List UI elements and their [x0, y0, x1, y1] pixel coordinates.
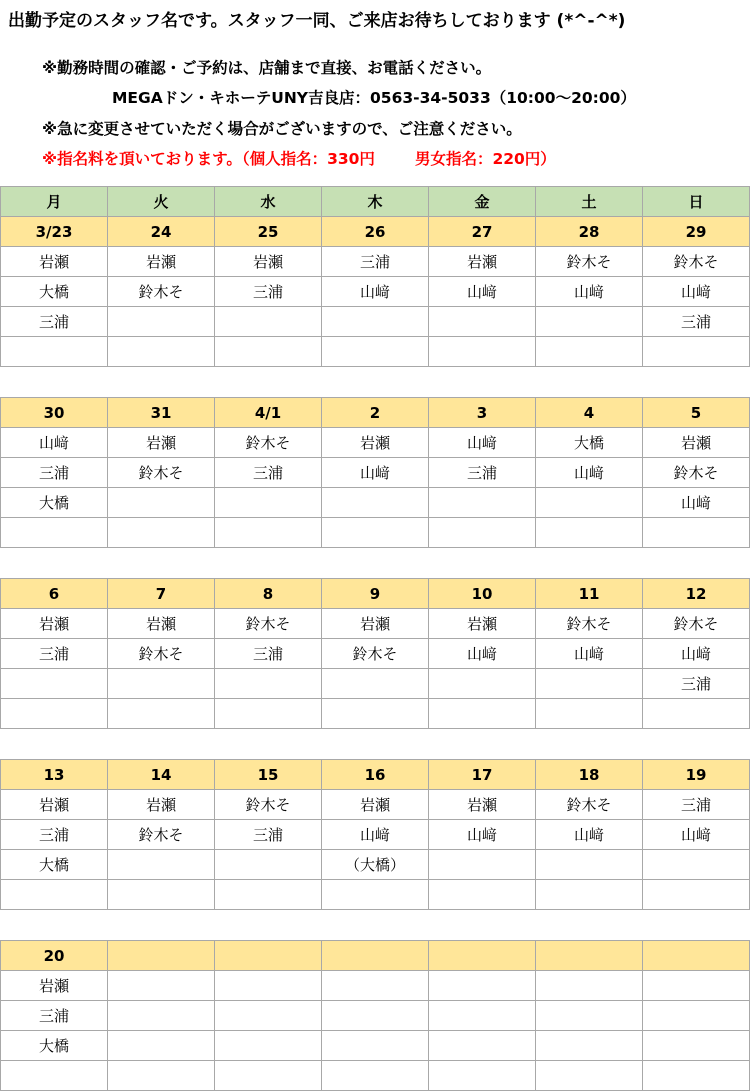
staff-name-cell	[429, 850, 536, 880]
staff-name-cell	[643, 337, 750, 367]
staff-name-cell	[322, 880, 429, 910]
staff-name-cell: 山﨑	[536, 458, 643, 488]
staff-name-cell: 大橋	[1, 850, 108, 880]
staff-name-cell: 鈴木そ	[643, 458, 750, 488]
date-cell: 29	[643, 217, 750, 247]
date-cell: 3/23	[1, 217, 108, 247]
date-cell: 8	[215, 579, 322, 609]
staff-name-cell: 岩瀬	[643, 428, 750, 458]
date-cell: 25	[215, 217, 322, 247]
staff-row	[1, 518, 750, 548]
date-row	[1, 217, 750, 247]
staff-name-cell: 山﨑	[536, 820, 643, 850]
staff-name-cell: 三浦	[215, 277, 322, 307]
staff-name-cell: 岩瀬	[429, 790, 536, 820]
staff-row	[1, 1031, 750, 1061]
staff-name-cell	[322, 337, 429, 367]
staff-name-cell: 山﨑	[322, 277, 429, 307]
staff-name-cell	[322, 518, 429, 548]
staff-name-cell	[1, 699, 108, 729]
staff-row	[1, 307, 750, 337]
staff-row	[1, 458, 750, 488]
weekday-cell: 火	[108, 187, 215, 217]
staff-name-cell: 三浦	[215, 820, 322, 850]
staff-name-cell	[536, 850, 643, 880]
staff-name-cell: 鈴木そ	[108, 277, 215, 307]
staff-name-cell	[429, 337, 536, 367]
week-spacer-cell	[1, 729, 750, 760]
staff-name-cell	[1, 518, 108, 548]
intro-text: 出勤予定のスタッフ名です。スタッフ一同、ご来店お待ちしております (*^-^*)	[8, 11, 626, 31]
date-cell: 14	[108, 760, 215, 790]
date-cell: 13	[1, 760, 108, 790]
staff-name-cell	[108, 1061, 215, 1091]
staff-name-cell: 三浦	[429, 458, 536, 488]
staff-name-cell: 三浦	[215, 458, 322, 488]
staff-row	[1, 247, 750, 277]
staff-name-cell: 山﨑	[643, 639, 750, 669]
staff-name-cell	[322, 669, 429, 699]
staff-name-cell	[429, 518, 536, 548]
staff-name-cell: 岩瀬	[108, 609, 215, 639]
staff-name-cell	[643, 699, 750, 729]
date-cell	[215, 941, 322, 971]
staff-name-cell	[536, 518, 643, 548]
date-cell: 7	[108, 579, 215, 609]
date-cell: 9	[322, 579, 429, 609]
nomination-fee-notice	[42, 147, 556, 169]
date-cell: 24	[108, 217, 215, 247]
staff-name-cell: 三浦	[643, 669, 750, 699]
staff-name-cell	[643, 880, 750, 910]
staff-name-cell: 山﨑	[536, 277, 643, 307]
date-cell: 2	[322, 398, 429, 428]
staff-name-cell: 鈴木そ	[215, 790, 322, 820]
staff-name-cell	[322, 488, 429, 518]
staff-name-cell: 鈴木そ	[108, 639, 215, 669]
staff-name-cell	[322, 1001, 429, 1031]
staff-name-cell	[215, 971, 322, 1001]
staff-name-cell: 山﨑	[429, 639, 536, 669]
staff-name-cell: 三浦	[1, 1001, 108, 1031]
date-row	[1, 760, 750, 790]
weekday-header-row	[1, 187, 750, 217]
staff-name-cell: 鈴木そ	[322, 639, 429, 669]
staff-name-cell: 鈴木そ	[643, 609, 750, 639]
staff-name-cell: 山﨑	[322, 820, 429, 850]
staff-name-cell	[1, 880, 108, 910]
staff-name-cell	[108, 307, 215, 337]
date-cell: 11	[536, 579, 643, 609]
schedule-header	[0, 0, 750, 186]
staff-name-cell	[536, 1061, 643, 1091]
date-cell	[429, 941, 536, 971]
staff-name-cell	[108, 971, 215, 1001]
schedule-body	[1, 187, 750, 1091]
staff-row	[1, 1001, 750, 1031]
staff-name-cell	[536, 971, 643, 1001]
staff-name-cell: 鈴木そ	[108, 820, 215, 850]
staff-name-cell: 三浦	[1, 639, 108, 669]
staff-row	[1, 428, 750, 458]
staff-name-cell	[322, 307, 429, 337]
staff-name-cell: 山﨑	[643, 277, 750, 307]
staff-name-cell	[429, 699, 536, 729]
staff-name-cell	[429, 971, 536, 1001]
staff-name-cell: 三浦	[215, 639, 322, 669]
nomination-fee-individual: ※指名料を頂いております。（個人指名：330円	[42, 150, 375, 168]
week-spacer-cell	[1, 548, 750, 579]
staff-row	[1, 880, 750, 910]
week-spacer	[1, 367, 750, 398]
staff-name-cell	[1, 669, 108, 699]
staff-name-cell: 鈴木そ	[536, 609, 643, 639]
staff-name-cell	[536, 488, 643, 518]
staff-name-cell: 岩瀬	[108, 247, 215, 277]
staff-name-cell: 岩瀬	[429, 247, 536, 277]
staff-name-cell	[215, 307, 322, 337]
date-cell: 4	[536, 398, 643, 428]
staff-name-cell: 山﨑	[643, 488, 750, 518]
staff-name-cell: 三浦	[322, 247, 429, 277]
staff-name-cell	[429, 1001, 536, 1031]
date-row	[1, 398, 750, 428]
staff-name-cell: （大橋）	[322, 850, 429, 880]
staff-name-cell: 大橋	[1, 1031, 108, 1061]
date-cell: 17	[429, 760, 536, 790]
staff-name-cell	[429, 488, 536, 518]
staff-name-cell	[108, 669, 215, 699]
staff-name-cell	[108, 488, 215, 518]
staff-name-cell: 岩瀬	[108, 790, 215, 820]
staff-name-cell	[643, 1031, 750, 1061]
week-spacer	[1, 548, 750, 579]
staff-name-cell	[429, 1061, 536, 1091]
staff-name-cell	[322, 971, 429, 1001]
date-cell: 5	[643, 398, 750, 428]
staff-name-cell	[322, 699, 429, 729]
staff-name-cell	[108, 850, 215, 880]
staff-schedule-table	[0, 186, 750, 1091]
staff-name-cell: 山﨑	[429, 820, 536, 850]
date-cell: 6	[1, 579, 108, 609]
staff-row	[1, 639, 750, 669]
staff-name-cell	[429, 1031, 536, 1061]
staff-name-cell	[429, 307, 536, 337]
staff-name-cell	[322, 1031, 429, 1061]
staff-name-cell	[108, 1001, 215, 1031]
week-spacer	[1, 910, 750, 941]
staff-name-cell	[643, 518, 750, 548]
date-cell: 12	[643, 579, 750, 609]
staff-name-cell	[1, 337, 108, 367]
staff-row	[1, 488, 750, 518]
staff-name-cell	[429, 880, 536, 910]
staff-name-cell	[536, 880, 643, 910]
date-cell	[643, 941, 750, 971]
staff-name-cell: 岩瀬	[1, 971, 108, 1001]
staff-name-cell: 岩瀬	[215, 247, 322, 277]
staff-name-cell	[215, 699, 322, 729]
staff-name-cell	[215, 669, 322, 699]
staff-name-cell	[1, 1061, 108, 1091]
staff-row	[1, 669, 750, 699]
store-contact: MEGAドン・キホーテUNY吉良店：0563-34-5033（10:00～20:00）	[112, 89, 636, 107]
staff-name-cell	[536, 307, 643, 337]
weekday-cell: 木	[322, 187, 429, 217]
week-spacer-cell	[1, 367, 750, 398]
staff-name-cell: 岩瀬	[1, 790, 108, 820]
staff-name-cell	[215, 337, 322, 367]
staff-name-cell: 三浦	[1, 307, 108, 337]
staff-name-cell: 三浦	[1, 458, 108, 488]
week-spacer-cell	[1, 910, 750, 941]
staff-name-cell	[215, 850, 322, 880]
date-cell: 28	[536, 217, 643, 247]
staff-name-cell: 山﨑	[429, 428, 536, 458]
staff-name-cell	[643, 850, 750, 880]
staff-name-cell: 岩瀬	[429, 609, 536, 639]
staff-name-cell	[215, 488, 322, 518]
staff-name-cell	[215, 880, 322, 910]
weekday-cell: 水	[215, 187, 322, 217]
staff-name-cell: 岩瀬	[322, 609, 429, 639]
change-notice: ※急に変更させていただく場合がございますので、ご注意ください。	[42, 120, 522, 138]
staff-name-cell: 三浦	[643, 307, 750, 337]
staff-name-cell: 鈴木そ	[108, 458, 215, 488]
staff-name-cell	[215, 1031, 322, 1061]
staff-name-cell	[108, 518, 215, 548]
weekday-cell: 土	[536, 187, 643, 217]
staff-name-cell	[643, 1001, 750, 1031]
staff-name-cell: 三浦	[643, 790, 750, 820]
staff-name-cell: 岩瀬	[1, 609, 108, 639]
weekday-cell: 月	[1, 187, 108, 217]
date-cell	[108, 941, 215, 971]
staff-name-cell: 鈴木そ	[536, 790, 643, 820]
staff-name-cell	[429, 669, 536, 699]
staff-name-cell: 三浦	[1, 820, 108, 850]
staff-name-cell: 山﨑	[322, 458, 429, 488]
staff-name-cell	[108, 1031, 215, 1061]
staff-name-cell: 岩瀬	[322, 428, 429, 458]
staff-row	[1, 971, 750, 1001]
date-cell	[322, 941, 429, 971]
staff-name-cell	[643, 971, 750, 1001]
date-row	[1, 941, 750, 971]
date-cell: 16	[322, 760, 429, 790]
staff-name-cell: 大橋	[536, 428, 643, 458]
staff-name-cell: 鈴木そ	[215, 428, 322, 458]
date-cell: 30	[1, 398, 108, 428]
staff-name-cell	[108, 880, 215, 910]
date-cell: 3	[429, 398, 536, 428]
date-cell: 15	[215, 760, 322, 790]
week-spacer	[1, 729, 750, 760]
staff-row	[1, 1061, 750, 1091]
staff-name-cell	[322, 1061, 429, 1091]
date-cell: 20	[1, 941, 108, 971]
staff-name-cell: 山﨑	[429, 277, 536, 307]
nomination-fee-couple: 男女指名：220円）	[414, 150, 556, 168]
staff-name-cell	[215, 1061, 322, 1091]
weekday-cell: 日	[643, 187, 750, 217]
staff-name-cell	[215, 1001, 322, 1031]
date-row	[1, 579, 750, 609]
staff-name-cell	[108, 337, 215, 367]
date-cell: 10	[429, 579, 536, 609]
staff-row	[1, 850, 750, 880]
staff-name-cell	[215, 518, 322, 548]
staff-row	[1, 277, 750, 307]
staff-name-cell: 山﨑	[1, 428, 108, 458]
staff-name-cell	[536, 1031, 643, 1061]
date-cell: 31	[108, 398, 215, 428]
staff-name-cell: 岩瀬	[322, 790, 429, 820]
staff-name-cell	[536, 337, 643, 367]
staff-name-cell	[536, 669, 643, 699]
date-cell: 26	[322, 217, 429, 247]
reservation-note: ※勤務時間の確認・ご予約は、店舗まで直接、お電話ください。	[42, 59, 492, 77]
staff-name-cell	[536, 1001, 643, 1031]
staff-name-cell	[643, 1061, 750, 1091]
staff-name-cell: 鈴木そ	[643, 247, 750, 277]
staff-name-cell	[108, 699, 215, 729]
staff-row	[1, 699, 750, 729]
staff-name-cell: 大橋	[1, 277, 108, 307]
weekday-cell: 金	[429, 187, 536, 217]
staff-row	[1, 337, 750, 367]
date-cell: 18	[536, 760, 643, 790]
staff-name-cell: 鈴木そ	[215, 609, 322, 639]
date-cell: 19	[643, 760, 750, 790]
staff-name-cell: 岩瀬	[108, 428, 215, 458]
staff-name-cell: 大橋	[1, 488, 108, 518]
staff-name-cell: 山﨑	[536, 639, 643, 669]
staff-name-cell: 山﨑	[643, 820, 750, 850]
staff-row	[1, 609, 750, 639]
date-cell: 4/1	[215, 398, 322, 428]
date-cell	[536, 941, 643, 971]
staff-name-cell: 岩瀬	[1, 247, 108, 277]
staff-name-cell: 鈴木そ	[536, 247, 643, 277]
staff-row	[1, 790, 750, 820]
staff-name-cell	[536, 699, 643, 729]
date-cell: 27	[429, 217, 536, 247]
staff-row	[1, 820, 750, 850]
